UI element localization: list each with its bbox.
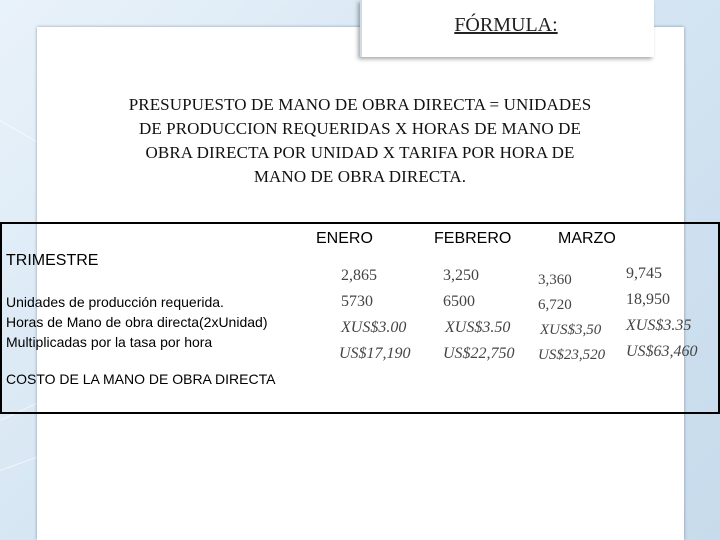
row-label-horas: Horas de Mano de obra directa(2xUnidad) [6, 314, 268, 330]
cell-marzo-tasa: XUS$3,50 [540, 322, 602, 338]
formula-line: DE PRODUCCION REQUERIDAS X HORAS DE MANO DE [138, 119, 582, 138]
cell-enero-total: US$17,190 [339, 345, 411, 362]
cell-marzo-total: US$23,520 [538, 347, 606, 363]
cell-marzo-unidades: 3,360 [538, 272, 572, 288]
slide-title: FÓRMULA: [454, 14, 558, 36]
row-label-multiplicadas: Multiplicadas por la tasa por hora [6, 334, 213, 350]
cell-trimestre-total: US$63,460 [626, 343, 698, 360]
row-label-costo: COSTO DE LA MANO DE OBRA DIRECTA [6, 371, 276, 387]
cell-marzo-horas: 6,720 [538, 297, 572, 313]
column-header-trimestre: TRIMESTRE [6, 252, 99, 269]
cell-enero-horas: 5730 [341, 293, 373, 310]
column-header-marzo: MARZO [558, 230, 616, 247]
cell-febrero-unidades: 3,250 [443, 267, 479, 284]
column-header-febrero: FEBRERO [434, 230, 512, 247]
column-header-enero: ENERO [316, 230, 373, 247]
row-label-unidades: Unidades de producción requerida. [6, 294, 224, 310]
formula-line: OBRA DIRECTA POR UNIDAD X TARIFA POR HORA DE [145, 143, 575, 162]
cell-trimestre-horas: 18,950 [626, 291, 670, 308]
cell-febrero-tasa: XUS$3.50 [445, 319, 511, 336]
cell-trimestre-tasa: XUS$3.35 [626, 317, 692, 334]
cell-febrero-horas: 6500 [443, 293, 475, 310]
formula-text [60, 93, 660, 189]
cell-febrero-total: US$22,750 [443, 345, 515, 362]
cell-trimestre-unidades: 9,745 [626, 265, 662, 282]
cell-enero-unidades: 2,865 [341, 267, 377, 284]
cell-enero-tasa: XUS$3.00 [341, 319, 407, 336]
formula-line: MANO DE OBRA DIRECTA. [253, 167, 467, 186]
formula-line: PRESUPUESTO DE MANO DE OBRA DIRECTA = UNIDADES [128, 95, 592, 114]
